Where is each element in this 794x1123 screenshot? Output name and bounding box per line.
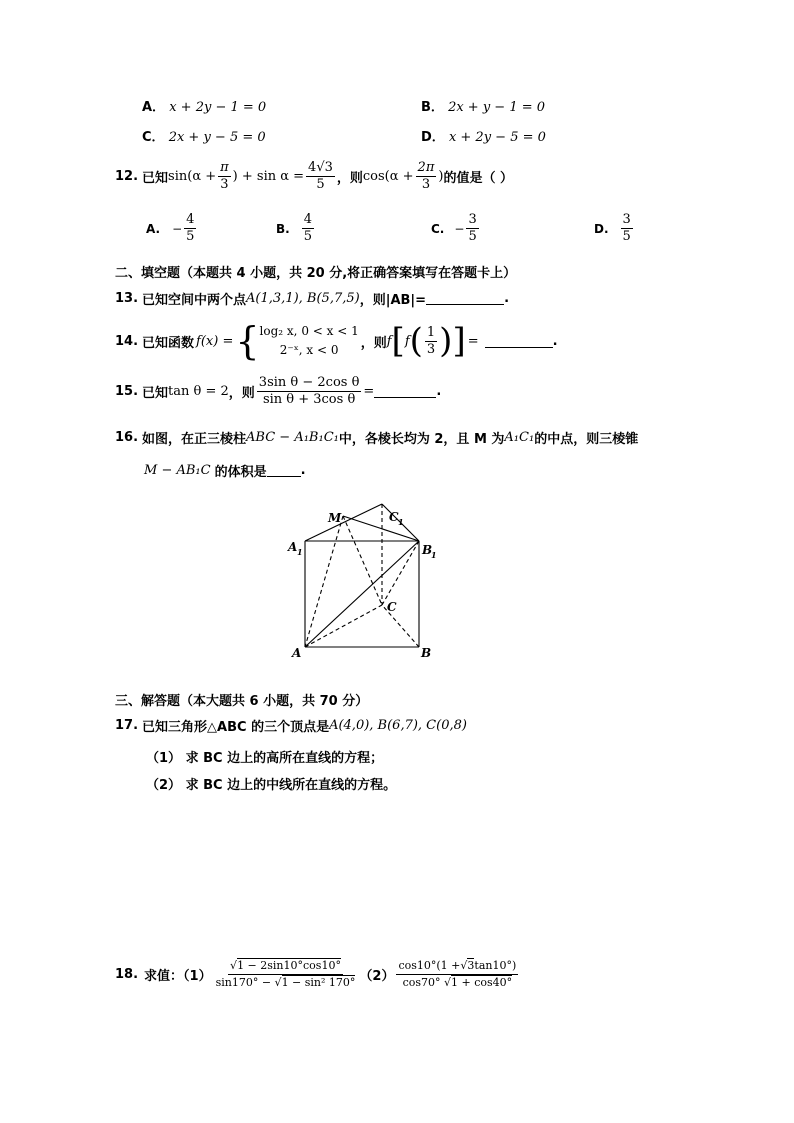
q18-p2-num-radicand: 3 (467, 959, 475, 972)
q12-prefix: 已知 (142, 171, 169, 186)
q11-option-a (142, 96, 266, 115)
q14-fx: f(x) = (196, 333, 234, 349)
q18-p2-num-a: cos10°(1 + (398, 959, 461, 972)
q14-f-outer: f (386, 333, 392, 349)
q15-numerator: 3sin θ − 2cos θ (258, 375, 360, 390)
label-a1: A (288, 540, 298, 554)
q15-number: 15. (115, 384, 139, 399)
q18-p1-den-radicand: 1 − sin² 170° (281, 976, 356, 989)
q12-option-c-frac (466, 212, 478, 245)
q18-part1-fraction (214, 958, 358, 991)
q12-cos-open: cos(α + (362, 169, 414, 184)
question-18 (115, 958, 520, 991)
q13-points: A(1,3,1), B(5,7,5) (246, 291, 360, 306)
q12-option-c-num: 3 (468, 212, 477, 227)
question-16-line-2 (144, 461, 306, 480)
q12-then: ，则 (336, 171, 363, 186)
label-b1-sub: 1 (431, 550, 437, 560)
q18-p1-numerator: √1 − 2sin10°cos10° (228, 958, 343, 975)
section-2-heading: 二、填空题（本题共 4 小题，共 20 分,将正确答案填写在答题卡上） (115, 266, 517, 281)
q12-three: 3 (220, 177, 229, 192)
q16-seg: A₁C₁ (504, 430, 535, 445)
q12-option-c-label: C. (431, 221, 445, 236)
q11-option-d-label: D． (421, 130, 445, 145)
q14-left-paren: ( (409, 321, 423, 361)
q12-option-a (146, 212, 198, 245)
edge-m-c (343, 516, 382, 605)
q12-option-c (431, 212, 481, 245)
q11-option-d (421, 126, 546, 145)
label-c1: C (389, 510, 399, 524)
q14-cases (260, 322, 359, 360)
q14-case-2: 2⁻ˣ, x < 0 (279, 343, 339, 357)
q11-option-c-expr: 2x + y − 5 = 0 (168, 130, 266, 145)
q15-denominator: sin θ + 3cos θ (262, 392, 356, 407)
q12-cos-close: ) (438, 169, 444, 184)
q17-text: 已知三角形△ABC 的三个顶点是 (142, 720, 330, 735)
question-16-line-1 (115, 428, 638, 447)
question-13 (115, 289, 509, 308)
q15-text: 已知 (142, 386, 169, 401)
label-a: A (292, 646, 302, 660)
q12-option-b (276, 212, 316, 245)
q11-option-d-expr: x + 2y − 5 = 0 (448, 130, 546, 145)
q12-pi-over-3 (218, 160, 231, 193)
q17-points: A(4,0), B(6,7), C(0,8) (329, 718, 467, 733)
q16-line1b: 中，各棱长均为 2，且 M 为 (338, 432, 505, 447)
label-b: B (421, 646, 432, 660)
q14-left-brace: { (235, 319, 260, 363)
q18-p2-den-radicand: 1 + cos40° (451, 976, 513, 989)
q17-number: 17. (115, 718, 139, 733)
q18-p2-denominator: cos70° √1 + cos40° (402, 976, 513, 989)
q12-2pi-over-3 (416, 160, 437, 193)
label-c: C (387, 600, 397, 614)
q18-p1-denominator: sin170° − √1 − sin² 170° (215, 976, 356, 989)
q14-answer-blank (485, 335, 553, 348)
edge-b1-c (382, 541, 419, 605)
q12-option-a-frac (184, 212, 196, 245)
q11-option-b-label: B． (421, 100, 444, 115)
q12-option-d-frac (621, 212, 633, 245)
q18-p2-den-a: cos70° (402, 976, 441, 989)
q11-option-b-expr: 2x + y − 1 = 0 (448, 100, 546, 115)
q12-option-c-sign: − (454, 221, 465, 236)
q18-p2-num-c: tan10°) (474, 959, 517, 972)
q15-fraction (257, 375, 362, 408)
q18-p1-den-a: sin170° − (215, 976, 272, 989)
q12-three-b: 3 (421, 177, 431, 192)
question-15 (115, 375, 441, 408)
q12-option-d (594, 212, 635, 245)
q16-line2: 的体积是 (214, 465, 267, 480)
q12-pi: π (220, 160, 229, 175)
q17-part-2: （2） 求 BC 边上的中线所在直线的方程。 (146, 778, 397, 793)
q15-equals: = (363, 384, 375, 399)
q12-option-b-label: B. (276, 221, 290, 236)
q16-pyramid: M − AB₁C (144, 463, 211, 478)
question-17 (115, 716, 467, 735)
q12-option-d-den: 5 (622, 229, 631, 244)
q18-p1-num-radicand: 1 − 2sin10°cos10° (237, 959, 341, 972)
label-c1-sub: 1 (398, 517, 404, 527)
q18-part2-label: （2） (359, 969, 395, 984)
q11-option-a-label: A． (142, 100, 166, 115)
q14-three: 3 (426, 341, 436, 357)
question-12 (115, 160, 513, 193)
q11-option-c-label: C． (142, 130, 165, 145)
q14-left-bracket: [ (391, 321, 405, 361)
q12-4sqrt3-over-5 (306, 160, 335, 193)
edge-a1-c1 (305, 504, 382, 541)
q14-right-bracket: ] (452, 321, 466, 361)
label-b1: B (422, 543, 433, 557)
q12-option-d-label: D. (594, 221, 609, 236)
q12-option-b-den: 5 (303, 229, 312, 244)
q14-text: 已知函数 (142, 335, 195, 351)
q13-ask: ，则|AB|= (359, 293, 427, 308)
q12-value-text: 的值是（ ） (443, 171, 513, 186)
q11-option-c (142, 126, 266, 145)
q15-given: tan θ = 2 (168, 384, 229, 399)
q13-number: 13. (115, 291, 139, 306)
q14-one: 1 (426, 324, 436, 340)
q15-end: . (436, 384, 442, 399)
section-3-heading: 三、解答题（本大题共 6 小题，共 70 分） (115, 694, 369, 709)
q11-option-b (421, 96, 545, 115)
q15-then: ，则 (228, 386, 255, 401)
q16-line1: 如图，在正三棱柱 (142, 432, 247, 447)
q18-p2-numerator: cos10°(1 +√3tan10°) (396, 958, 518, 975)
q14-case-1: log₂ x, 0 < x < 1 (259, 324, 359, 338)
q12-option-b-num: 4 (303, 212, 312, 227)
q12-five: 5 (316, 177, 325, 192)
edge-m-a (305, 516, 343, 647)
q14-equals: = (467, 333, 479, 349)
q13-text: 已知空间中两个点 (142, 293, 247, 308)
q18-part2-fraction (396, 958, 518, 991)
q12-plus-sin: ) + sin α = (232, 169, 305, 184)
q16-number: 16. (115, 430, 139, 445)
question-14 (115, 318, 558, 364)
q12-number: 12. (115, 169, 139, 184)
edge-a-b1 (305, 541, 419, 647)
q13-answer-blank (426, 292, 504, 305)
q12-option-a-num: 4 (186, 212, 195, 227)
q12-option-a-den: 5 (186, 229, 195, 244)
q12-2pi: 2π (417, 160, 435, 175)
q12-option-a-sign: − (172, 221, 183, 236)
q16-answer-blank (267, 464, 301, 477)
q18-number: 18. (115, 967, 139, 982)
q12-option-b-frac (302, 212, 314, 245)
q16-prism: ABC − A₁B₁C₁ (246, 430, 339, 445)
label-m: M (328, 511, 342, 525)
q14-one-third (425, 325, 437, 358)
q14-number: 14. (115, 333, 139, 349)
q14-end: . (552, 333, 558, 349)
label-a1-sub: 1 (297, 547, 303, 557)
prism-figure (285, 498, 455, 663)
q12-sin-open: sin(α + (168, 169, 217, 184)
q12-option-c-den: 5 (468, 229, 477, 244)
q12-4sqrt3: 4√3 (308, 160, 333, 175)
q14-right-paren: ) (439, 321, 453, 361)
q12-option-d-num: 3 (622, 212, 631, 227)
q12-option-a-label: A. (146, 221, 161, 236)
q16-end: . (300, 463, 306, 478)
q17-part-1: （1） 求 BC 边上的高所在直线的方程； (146, 751, 384, 766)
q14-then: ，则 (360, 335, 387, 351)
q11-option-a-expr: x + 2y − 1 = 0 (169, 100, 267, 115)
q13-end: . (504, 291, 510, 306)
edge-m-b1 (343, 516, 419, 541)
q16-line1c: 的中点，则三棱锥 (534, 432, 639, 447)
q14-f-inner: f (404, 333, 410, 349)
q15-answer-blank (374, 385, 436, 398)
q18-text: 求值：（1） (144, 969, 212, 984)
